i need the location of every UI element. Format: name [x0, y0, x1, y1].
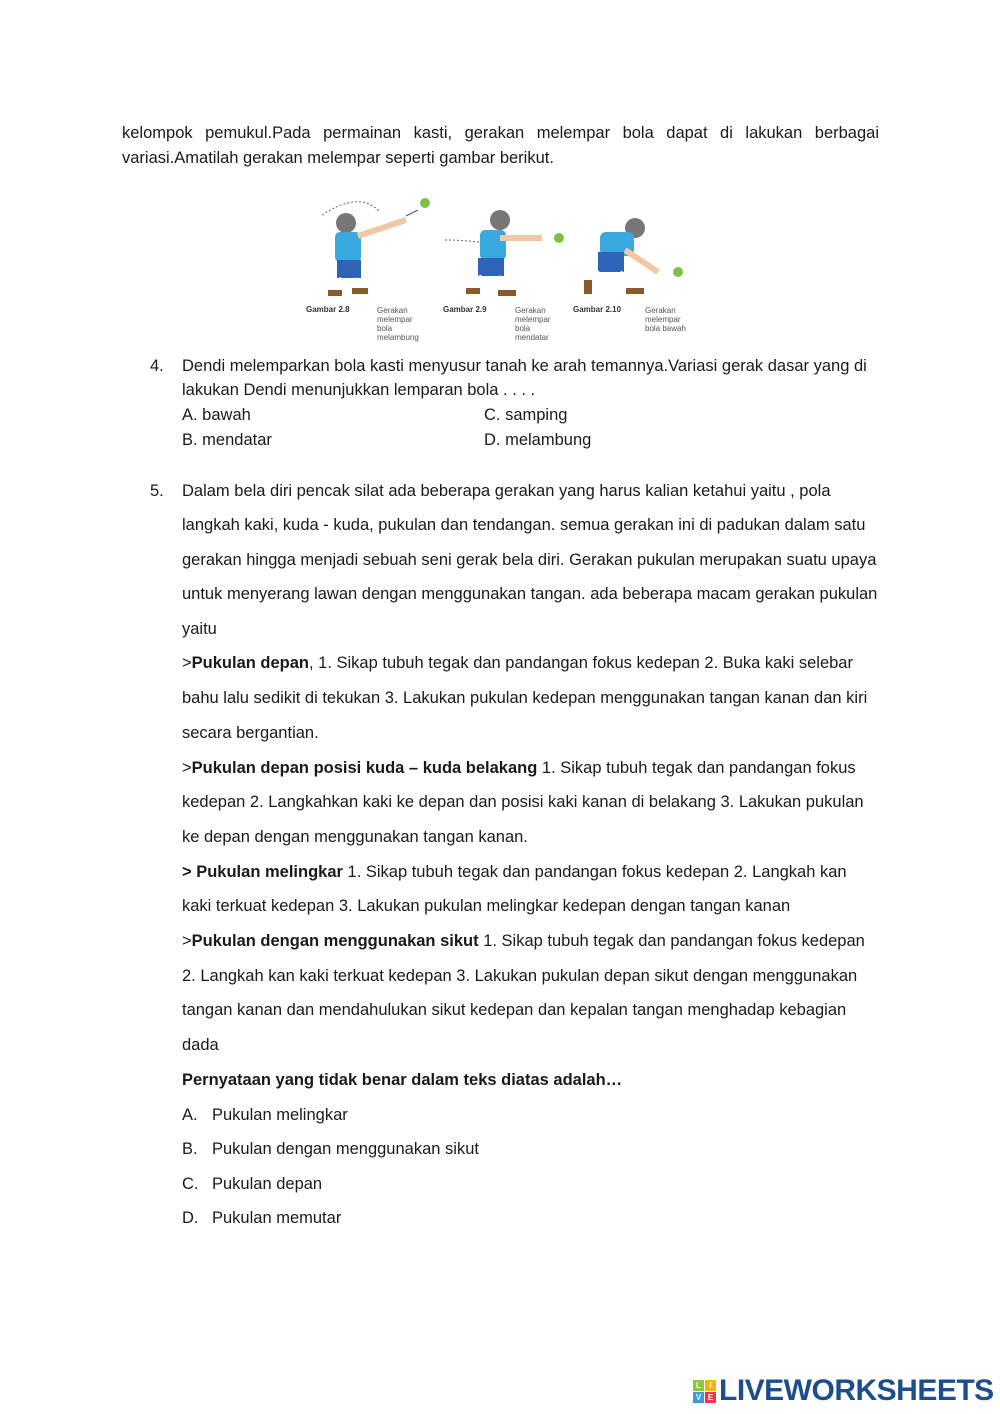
option-d[interactable]: D. Pukulan memutar: [182, 1209, 342, 1227]
figure-label: Gambar 2.10: [573, 305, 622, 314]
question-4-text: Dendi melemparkan bola kasti menyusur tanah ke arah temannya.Variasi gerak dasar yang di: [182, 357, 867, 375]
q5-text: 2. Langkah kan kaki terkuat kedepan 3. Lakukan pukulan depan sikut dengan menggunakan: [182, 967, 858, 985]
q5-text: secara bergantian.: [182, 724, 319, 742]
live-blocks-icon: L I V E: [693, 1380, 716, 1403]
liveworksheets-logo: L I V E LIVEWORKSHEETS: [693, 1374, 994, 1408]
q5-text: gerakan hingga menjadi sebuah seni gerak bela diri. Gerakan pukulan merupakan suatu upaya: [182, 551, 877, 569]
q5-text: ke depan dengan menggunakan tangan kanan.: [182, 828, 528, 846]
option-c[interactable]: C. samping: [484, 406, 568, 424]
option-b[interactable]: B. Pukulan dengan menggunakan sikut: [182, 1140, 479, 1158]
question-5-number: 5.: [150, 482, 164, 500]
option-c[interactable]: C. Pukulan depan: [182, 1175, 323, 1193]
q5-text: dada: [182, 1036, 219, 1054]
q5-question: Pernyataan yang tidak benar dalam teks diatas adalah…: [182, 1071, 623, 1089]
pukulan-melingkar-heading: > Pukulan melingkar 1. Sikap tubuh tegak dan pandangan fokus kedepan 2. Langkah kan: [182, 863, 847, 881]
pukulan-kuda-heading: >Pukulan depan posisi kuda – kuda belakang 1. Sikap tubuh tegak dan pandangan fokus: [182, 759, 856, 777]
question-4-text: lakukan Dendi menunjukkan lemparan bola . . . .: [182, 381, 536, 399]
q5-text: bahu lalu sedikit di tekukan 3. Lakukan pukulan kedepan menggunakan tangan kanan dan kiri: [182, 689, 868, 707]
figure-label: Gambar 2.9: [443, 305, 487, 314]
q5-text: langkah kaki, kuda - kuda, pukulan dan tendangan. semua gerakan ini di padukan dalam satu: [182, 516, 866, 534]
figure-label: Gambar 2.8: [306, 305, 350, 314]
q5-text: kedepan 2. Langkahkan kaki ke depan dan posisi kaki kanan di belakang 3. Lakukan pukulan: [182, 793, 864, 811]
figure-caption: Gerakan melempar bola bawah: [645, 306, 686, 333]
option-d[interactable]: D. melambung: [484, 431, 592, 449]
question-4-number: 4.: [150, 357, 164, 375]
q5-text: kaki terkuat kedepan 3. Lakukan pukulan melingkar kedepan dengan tangan kanan: [182, 897, 791, 915]
figure-flat-throw: [445, 210, 564, 296]
intro-line-1: kelompok pemukul.Pada permainan kasti, gerakan melempar bola dapat di lakukan berbagai: [122, 124, 879, 142]
q5-text: untuk menyerang lawan dengan menggunakan tangan. ada beberapa macam gerakan pukulan: [182, 585, 878, 603]
q5-text: yaitu: [182, 620, 217, 638]
figure-underhand-throw: [584, 218, 683, 294]
pukulan-depan-heading: >Pukulan depan, 1. Sikap tubuh tegak dan pandangan fokus kedepan 2. Buka kaki selebar: [182, 654, 853, 672]
figure-caption: Gerakan melempar bola melambung: [377, 306, 419, 342]
pukulan-sikut-heading: >Pukulan dengan menggunakan sikut 1. Sikap tubuh tegak dan pandangan fokus kedepan: [182, 932, 865, 950]
figure-overhand-throw: [322, 198, 430, 296]
figure-caption: Gerakan melempar bola mendatar: [515, 306, 551, 342]
throwing-illustrations: [300, 190, 700, 310]
option-a[interactable]: A. bawah: [182, 406, 251, 424]
option-b[interactable]: B. mendatar: [182, 431, 272, 449]
intro-line-2: variasi.Amatilah gerakan melempar seperti gambar berikut.: [122, 149, 554, 167]
q5-text: tangan kanan dan mendahulukan sikut kedepan dan kepalan tangan menghadap kebagian: [182, 1001, 847, 1019]
option-a[interactable]: A. Pukulan melingkar: [182, 1106, 348, 1124]
q5-text: Dalam bela diri pencak silat ada beberapa gerakan yang harus kalian ketahui yaitu , pola: [182, 482, 831, 500]
